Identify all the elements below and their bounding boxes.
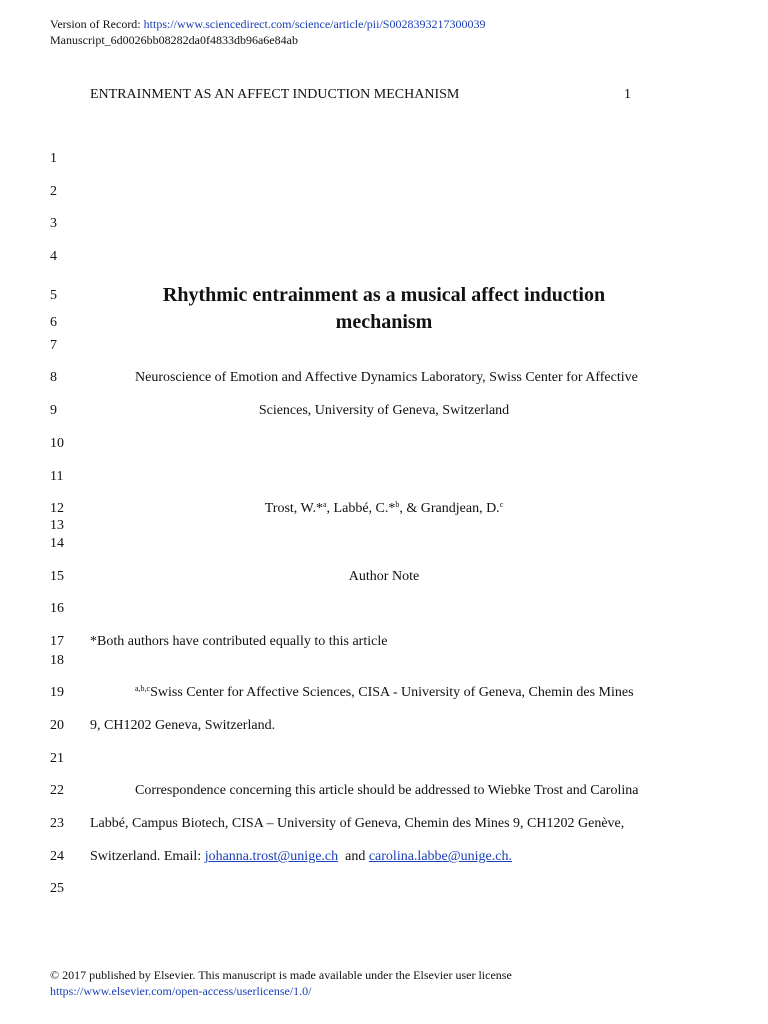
line-number: 18 xyxy=(50,653,64,668)
author-labbe: , Labbé, C.* xyxy=(326,501,396,516)
author-labbe-affiliation-mark: b xyxy=(395,500,400,509)
correspondence-line3 xyxy=(90,848,512,865)
email-link-labbe[interactable]: carolina.labbe@unige.ch. xyxy=(368,849,512,864)
author-trost-affiliation-mark: a xyxy=(322,500,327,509)
license-text: © 2017 published by Elsevier. This manuscript is made available under the Elsevier user license xyxy=(50,968,512,982)
line-number: 15 xyxy=(50,569,64,584)
address-text: Swiss Center for Affective Sciences, CISA - University of Geneva, Chemin des Mines xyxy=(150,685,634,700)
page-number: 1 xyxy=(624,87,631,102)
line-number: 24 xyxy=(50,849,64,864)
line-number: 7 xyxy=(50,338,57,353)
address-line1 xyxy=(135,684,634,701)
line-number: 19 xyxy=(50,685,64,700)
line-number: 22 xyxy=(50,783,64,798)
line-number: 16 xyxy=(50,601,64,616)
line-number: 17 xyxy=(50,634,64,649)
author-note-heading: Author Note xyxy=(348,569,420,584)
line-number: 4 xyxy=(50,249,57,264)
line-number: 5 xyxy=(50,288,57,303)
line-number: 1 xyxy=(50,151,57,166)
line-number: 25 xyxy=(50,881,64,896)
line-number: 6 xyxy=(50,315,57,330)
line-number: 14 xyxy=(50,536,64,551)
correspondence-line1: Correspondence concerning this article should be addressed to Wiebke Trost and Carolina xyxy=(135,783,639,798)
line-number: 10 xyxy=(50,436,64,451)
version-of-record xyxy=(50,17,485,31)
author-grandjean: , & Grandjean, D. xyxy=(399,501,500,516)
version-url-link[interactable]: https://www.sciencedirect.com/science/article/pii/S0028393217300039 xyxy=(143,17,486,31)
paper-title-line1: Rhythmic entrainment as a musical affect induction xyxy=(162,284,606,306)
line-number: 3 xyxy=(50,216,57,231)
line-number: 8 xyxy=(50,370,57,385)
email-prefix: Switzerland. Email: xyxy=(90,849,205,864)
line-number: 23 xyxy=(50,816,64,831)
correspondence-line2: Labbé, Campus Biotech, CISA – University of Geneva, Chemin des Mines 9, CH1202 Genève, xyxy=(90,816,625,831)
address-affiliation-marks: a,b,c xyxy=(135,684,151,693)
author-grandjean-affiliation-mark: c xyxy=(499,500,504,509)
line-number: 12 xyxy=(50,501,64,516)
license-url-link[interactable]: https://www.elsevier.com/open-access/userlicense/1.0/ xyxy=(50,984,312,998)
running-head: ENTRAINMENT AS AN AFFECT INDUCTION MECHANISM xyxy=(90,87,460,102)
equal-contribution-note: *Both authors have contributed equally to this article xyxy=(90,634,388,649)
line-number: 11 xyxy=(50,469,64,484)
line-number: 9 xyxy=(50,403,57,418)
affiliation-line1: Neuroscience of Emotion and Affective Dynamics Laboratory, Swiss Center for Affective xyxy=(135,370,638,385)
author-list xyxy=(0,500,768,517)
email-link-trost[interactable]: johanna.trost@unige.ch xyxy=(204,849,339,864)
affiliation-line2: Sciences, University of Geneva, Switzerland xyxy=(258,403,510,418)
line-number: 2 xyxy=(50,184,57,199)
address-line2: 9, CH1202 Geneva, Switzerland. xyxy=(90,718,276,733)
line-number: 21 xyxy=(50,751,64,766)
email-join: and xyxy=(338,849,369,864)
line-number: 13 xyxy=(50,518,64,533)
manuscript-id: Manuscript_6d0026bb08282da0f4833db96a6e84ab xyxy=(50,33,298,47)
paper-title-line2: mechanism xyxy=(335,311,433,333)
line-number: 20 xyxy=(50,718,64,733)
license-url-row xyxy=(50,984,311,998)
author-trost: Trost, W.* xyxy=(264,501,323,516)
version-label: Version of Record: xyxy=(50,17,144,31)
